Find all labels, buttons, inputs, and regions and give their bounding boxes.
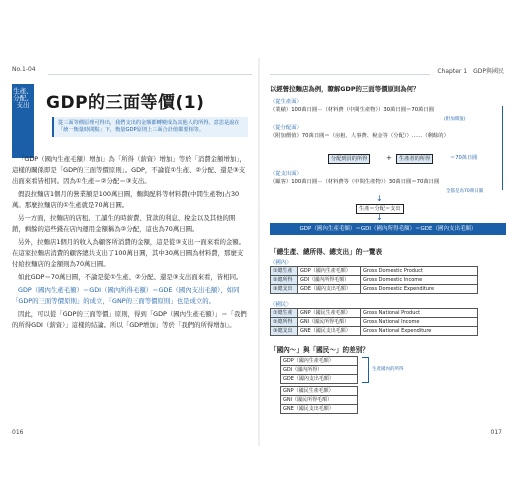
table-row <box>281 405 358 414</box>
table-cell: GNP（國民生產毛額） <box>298 309 361 318</box>
table-row <box>271 285 478 294</box>
difference-title: 「國內～」與「國民～」的差別？ <box>270 346 369 354</box>
section-number: No.1-04 <box>12 66 36 73</box>
table-cell: Gross Domestic Expenditure <box>361 285 478 294</box>
distribution-label: 〈從分配面〉 <box>270 125 302 131</box>
table-cell: Gross National Expenditure <box>361 327 478 336</box>
connector-line <box>502 106 503 190</box>
national-table <box>270 308 478 336</box>
side-tab: 生產、分配、支出 <box>12 84 34 158</box>
table-cell: GNP（國民生產毛額） <box>281 387 358 396</box>
value-added-note: (附加價值) <box>444 117 466 122</box>
page-title: GDP的三面等價(1) <box>46 93 205 113</box>
table-cell: ②總所得 <box>271 318 298 327</box>
summary-title: 「總生產、總所得、總支出」的一覽表 <box>270 248 383 256</box>
question-heading: 以經營拉麵店為例，瞭解GDP的三面等價原則為何？ <box>270 85 420 93</box>
down-arrow-icon: ↓ <box>376 213 383 222</box>
body-text <box>12 154 248 333</box>
table-cell: Gross Domestic Income <box>361 276 478 285</box>
paragraph: 另外，拉麵店1個月的收入為顧客所消費的金額，這是從③支出一面來看的金額。在這家拉麵店消費的顧客總共支出了100萬日圓，其中30萬日圓為材料費，那麼支付給拉麵店的金額則為70萬日圓。 <box>12 238 246 268</box>
table-cell: ③總支出 <box>271 285 298 294</box>
table-cell: GDI（國內所得毛額） <box>298 276 361 285</box>
table-cell: ①總生產 <box>271 267 298 276</box>
table-cell: Gross Domestic Product <box>361 267 478 276</box>
production-label: 〈從生產面〉 <box>270 99 302 105</box>
page-number: 017 <box>490 429 502 436</box>
header-rule <box>48 74 252 75</box>
national-label: 〈國民〉 <box>270 302 292 308</box>
table-cell: GNE（國民支出毛額） <box>298 327 361 336</box>
paragraph: GDP（國內生產毛額）＝GDI（國內所得毛額）＝GDE（國內支出毛額），如同「GDP的三面等價原則」的成立，「GNP的三面等價原則」也是成立的。 <box>12 286 240 305</box>
expenditure-label: 〈從支出面〉 <box>270 171 302 177</box>
paragraph: 「GDP（國內生產毛額）增加」為「所得（薪資）增加」等於「消費金額增加」，這樣的關係即是「GDP的三面等價原則」。GDP，不論從①生產、②分配、還是③支出面來看皆相同。因為①生產＝②分配＝③支出。 <box>12 155 246 185</box>
production-line: （業績）100萬日圓－（材料費（中間生產物））30萬日圓＝70萬日圓 <box>270 107 434 113</box>
table-cell: GDE（國內支出毛額） <box>298 285 361 294</box>
table-row <box>271 318 478 327</box>
table-row <box>271 309 478 318</box>
expenditure-line: （顧客）100萬日圓－（材料費等（中間生產物））30萬日圓＝70萬日圓 <box>270 179 440 185</box>
table-cell: GDI（國內所得） <box>281 366 358 375</box>
bracket <box>362 357 369 383</box>
domestic-income-note: 生產國內的所得 <box>372 367 404 372</box>
national-diff-table <box>280 386 358 414</box>
table-cell: Gross National Income <box>361 318 478 327</box>
production-block <box>270 98 506 114</box>
intro-box: 從三面等價原理可得出，我們支出的金額都轉變成為其他人的所得。意思是說在「統一衡量時間點」下，衡量GDP原則上三面合計值都要相等。 <box>52 117 248 137</box>
page-number: 016 <box>12 429 24 436</box>
table-cell: GDP（國內生產毛額） <box>298 267 361 276</box>
producer-income-box: 生產者的所得 <box>396 154 433 164</box>
table-cell: ②總所得 <box>271 276 298 285</box>
table-row <box>281 357 358 366</box>
paragraph: 如此GDP＝70萬日圓，不論是從①生產、②分配、還是③支出面來看，皆相同。 <box>18 273 243 281</box>
right-page <box>266 58 512 446</box>
table-row <box>281 387 358 396</box>
table-cell: ①總生產 <box>271 309 298 318</box>
table-row <box>271 276 478 285</box>
table-cell: Gross National Product <box>361 309 478 318</box>
table-row <box>281 396 358 405</box>
gdp-identity-bar: GDP（國內生產毛額）＝GDI（國內所得毛額）＝GDE（國內支出毛額） <box>270 223 506 235</box>
domestic-label: 〈國內〉 <box>270 260 292 266</box>
table-cell: GNE（國民支出毛額） <box>281 405 358 414</box>
book-spine <box>258 58 260 446</box>
table-cell: GNI（國民所得毛額） <box>298 318 361 327</box>
table-row <box>271 267 478 276</box>
domestic-diff-table <box>280 356 358 384</box>
employee-income-box: 分配到員的所得 <box>328 154 370 164</box>
table-row <box>271 327 478 336</box>
table-row <box>281 366 358 375</box>
plus-sign: + <box>386 154 392 162</box>
left-page <box>8 58 254 446</box>
domestic-table <box>270 266 478 294</box>
distribution-line: （附加價值）70萬日圓＝（房租、人事費、稅金等（分配））……（剩餘的） <box>270 133 449 139</box>
table-cell: ③總支出 <box>271 327 298 336</box>
chapter-header: Chapter 1 GDP與國民 <box>437 68 504 75</box>
distribution-result: ＝70萬日圓 <box>450 155 478 161</box>
header-rule <box>270 74 430 75</box>
table-row <box>281 375 358 384</box>
table-cell: GDP（國內生產毛額） <box>281 357 358 366</box>
table-cell: GDE（國內支出毛額） <box>281 375 358 384</box>
paragraph: 另一方面，拉麵店的店租、工讀生的時薪費、貸款的利息、稅金以及其他的開銷，剩餘的這些錢在店內運用金額稱為②分配，這也為70萬日圓。 <box>12 214 236 233</box>
all-equal-note: 全都是為70萬日圓 <box>446 189 484 194</box>
paragraph: 因此，可以從「GDP的三面等價」原則，得到「GDP（國內生產毛額）」＝「我們的所得GDI（薪資）」這樣的結論。所以「GDP增加」等於「我們的所得增加」。 <box>12 310 247 329</box>
table-cell: GNI（國民所得毛額） <box>281 396 358 405</box>
expenditure-block <box>270 170 506 186</box>
down-arrow-icon: ↓ <box>376 194 383 203</box>
equality-box: 生產＝分配＝支出 <box>356 204 404 214</box>
distribution-block <box>270 124 506 140</box>
paragraph: 假設拉麵店1個月的營業額是100萬日圓，麵與配料等材料費(中間生產物)占30萬。那麼拉麵店的①生產就是70萬日圓。 <box>12 190 240 209</box>
